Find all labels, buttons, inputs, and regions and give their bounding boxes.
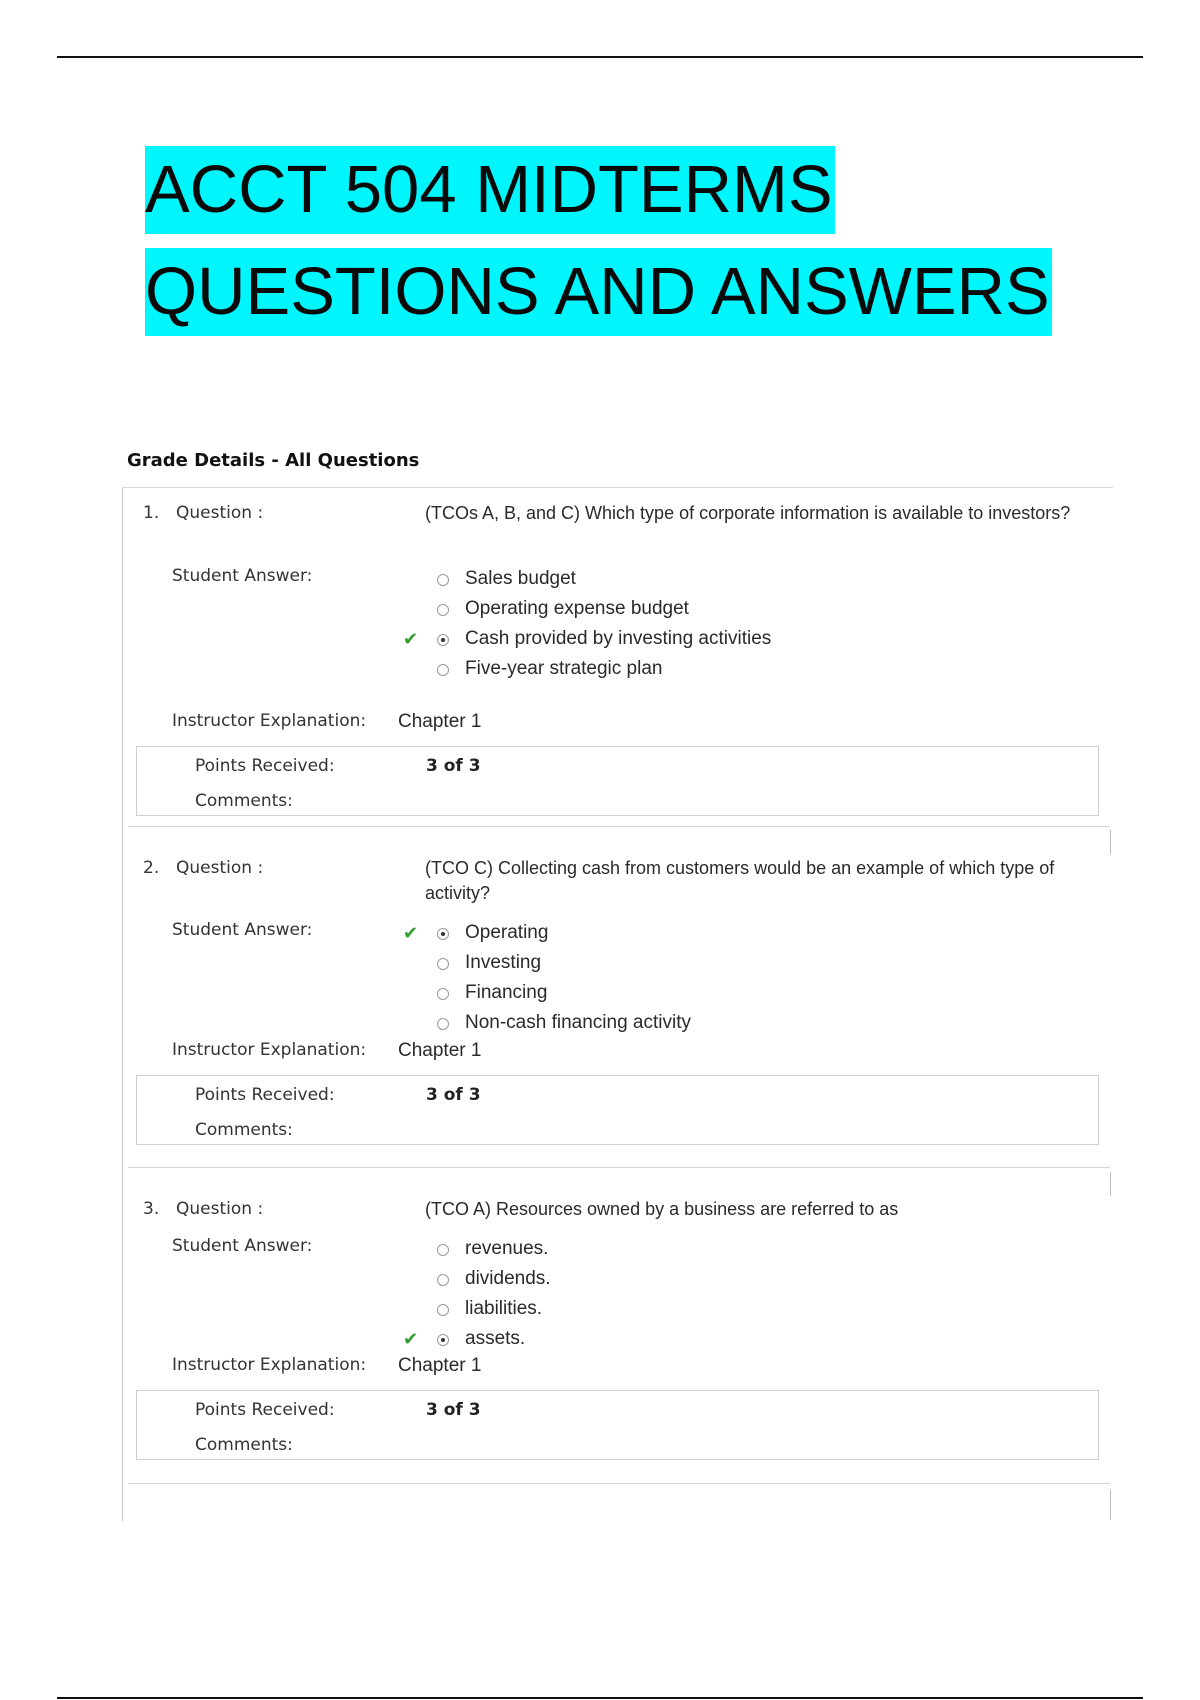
instructor-explanation-value: Chapter 1: [398, 1355, 482, 1376]
correct-check-icon: ✔: [403, 629, 419, 650]
header-rule: [57, 56, 1143, 58]
answer-option-text: Financing: [465, 982, 548, 1003]
grade-details-heading: Grade Details - All Questions: [127, 450, 420, 471]
document-title-line-2: QUESTIONS AND ANSWERS: [145, 248, 1052, 336]
question-text: (TCO C) Collecting cash from customers would be an example of which type of activity?: [425, 858, 1055, 903]
points-box: [136, 1075, 1099, 1145]
answer-option-text: Operating expense budget: [465, 598, 689, 619]
instructor-explanation-value: Chapter 1: [398, 711, 482, 732]
points-received-value: 3 of 3: [426, 756, 481, 776]
answer-option-text: Non-cash financing activity: [465, 1012, 691, 1033]
student-answer-label: Student Answer:: [172, 566, 313, 586]
answer-option-text: dividends.: [465, 1268, 551, 1289]
radio-unselected-icon: [437, 1274, 449, 1286]
document-title-line-1: ACCT 504 MIDTERMS: [145, 146, 835, 234]
radio-unselected-icon: [437, 604, 449, 616]
radio-unselected-icon: [437, 1018, 449, 1030]
radio-selected-icon: [437, 1334, 449, 1346]
panel-edge: [1110, 1490, 1111, 1520]
answer-option: [403, 1297, 1003, 1325]
radio-unselected-icon: [437, 574, 449, 586]
question-number: 2.: [143, 858, 160, 878]
panel-edge: [1110, 1172, 1111, 1196]
question-label: Question :: [176, 858, 264, 878]
answer-option-text: Operating: [465, 922, 549, 943]
points-received-value: 3 of 3: [426, 1400, 481, 1420]
points-box: [136, 746, 1099, 816]
points-received-label: Points Received:: [195, 1085, 335, 1105]
points-received-label: Points Received:: [195, 1400, 335, 1420]
answer-option-selected: [403, 627, 1003, 655]
question-text: (TCO A) Resources owned by a business are referred to as: [425, 1199, 899, 1219]
grade-details-panel: [122, 487, 1113, 1521]
radio-selected-icon: [437, 928, 449, 940]
answer-option: [403, 1011, 1003, 1039]
radio-unselected-icon: [437, 1244, 449, 1256]
panel-edge: [1110, 830, 1111, 854]
answer-option: [403, 1267, 1003, 1295]
answer-option-text: Cash provided by investing activities: [465, 628, 772, 649]
answer-option-selected: [403, 1327, 1003, 1355]
radio-unselected-icon: [437, 664, 449, 676]
answer-option: [403, 597, 1003, 625]
answer-option: [403, 981, 1003, 1009]
question-divider: [128, 1167, 1110, 1168]
answer-option-text: Five-year strategic plan: [465, 658, 663, 679]
comments-label: Comments:: [195, 791, 293, 811]
question-number: 3.: [143, 1199, 160, 1219]
answer-option-text: liabilities.: [465, 1298, 543, 1319]
answer-option-text: Investing: [465, 952, 542, 973]
question-divider: [128, 1483, 1110, 1484]
student-answer-label: Student Answer:: [172, 920, 313, 940]
comments-label: Comments:: [195, 1120, 293, 1140]
question-divider: [128, 826, 1110, 827]
instructor-explanation-label: Instructor Explanation:: [172, 1355, 367, 1375]
points-box: [136, 1390, 1099, 1460]
answer-option: [403, 1237, 1003, 1265]
answer-option: [403, 951, 1003, 979]
instructor-explanation-value: Chapter 1: [398, 1040, 482, 1061]
correct-check-icon: ✔: [403, 1329, 419, 1350]
answer-option-text: revenues.: [465, 1238, 549, 1259]
question-label: Question :: [176, 1199, 264, 1219]
correct-check-icon: ✔: [403, 923, 419, 944]
question-text: (TCOs A, B, and C) Which type of corporate information is available to investors?: [425, 503, 1071, 523]
student-answer-label: Student Answer:: [172, 1236, 313, 1256]
answer-option-selected: [403, 921, 1003, 949]
radio-unselected-icon: [437, 988, 449, 1000]
footer-rule: [57, 1697, 1143, 1699]
question-number: 1.: [143, 503, 160, 523]
answer-option: [403, 657, 1003, 685]
comments-label: Comments:: [195, 1435, 293, 1455]
points-received-label: Points Received:: [195, 756, 335, 776]
instructor-explanation-label: Instructor Explanation:: [172, 711, 367, 731]
answer-option: [403, 567, 1003, 595]
answer-option-text: Sales budget: [465, 568, 576, 589]
question-label: Question :: [176, 503, 264, 523]
instructor-explanation-label: Instructor Explanation:: [172, 1040, 367, 1060]
radio-unselected-icon: [437, 958, 449, 970]
radio-unselected-icon: [437, 1304, 449, 1316]
points-received-value: 3 of 3: [426, 1085, 481, 1105]
radio-selected-icon: [437, 634, 449, 646]
answer-option-text: assets.: [465, 1328, 526, 1349]
